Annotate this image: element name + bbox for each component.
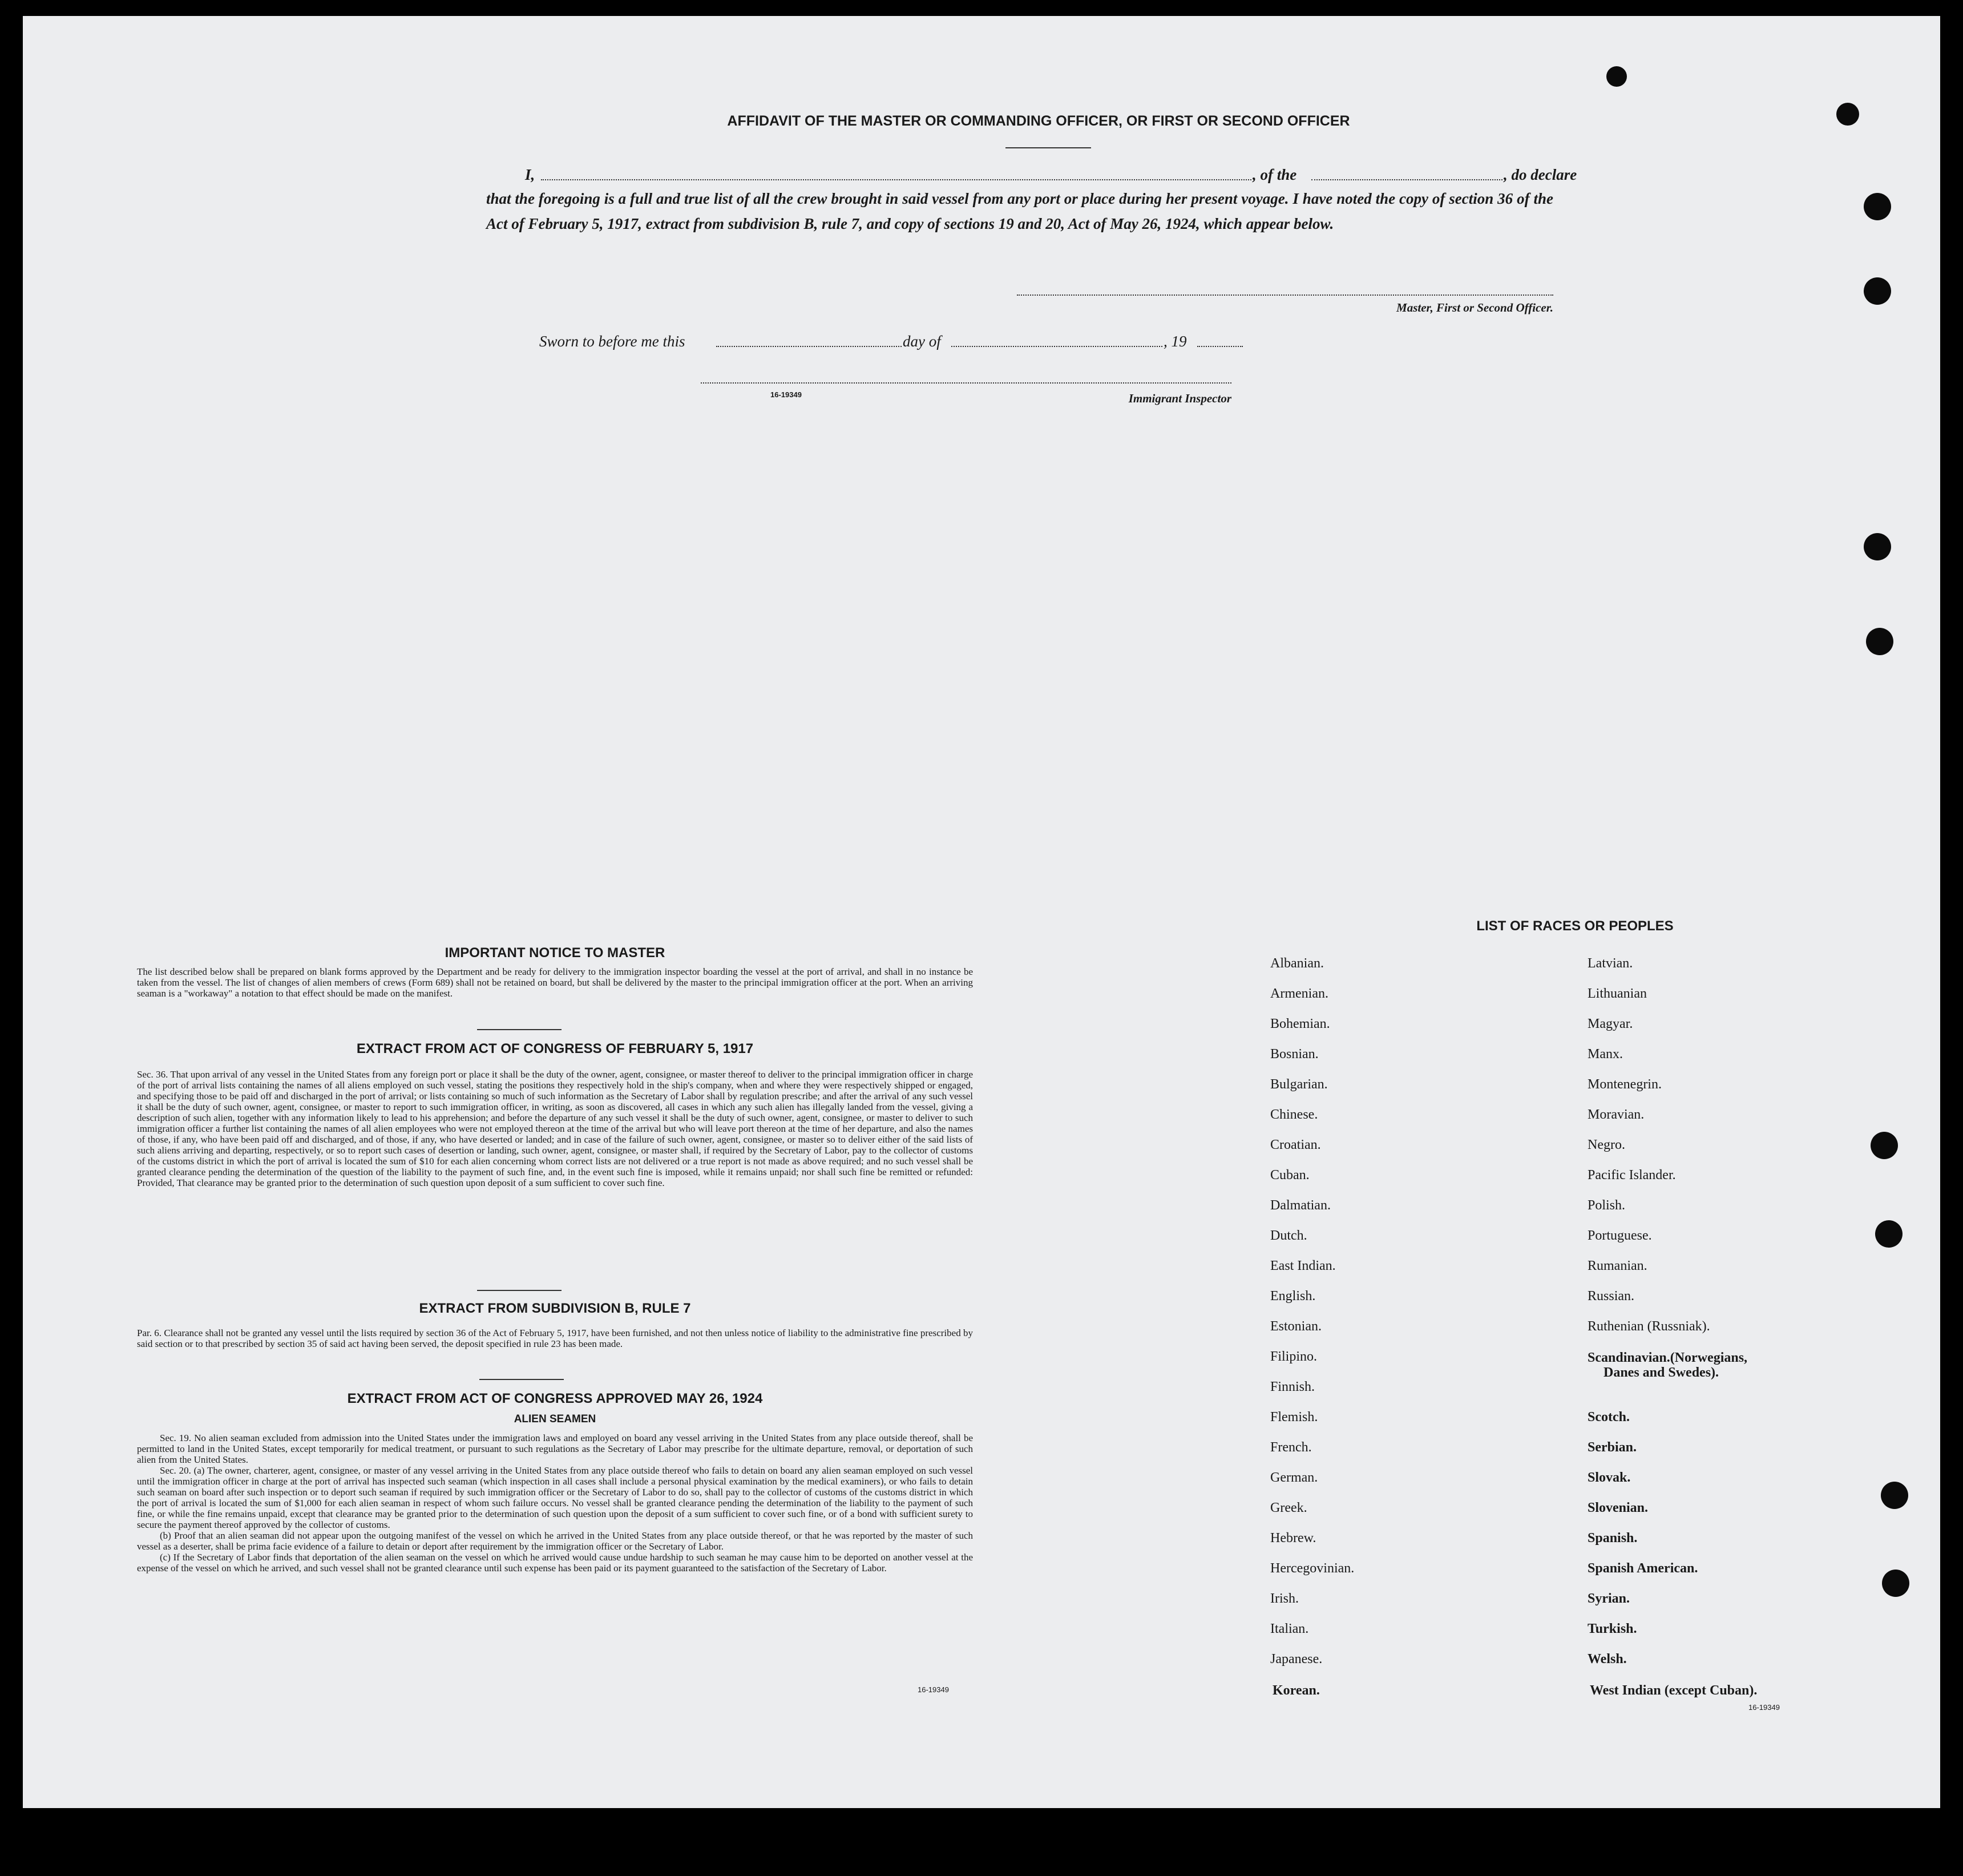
section-19-text: Sec. 19. No alien seaman excluded from admission into the United States under the immigration laws and employed on board any vessel arriving in the United States from any place outside thereof, shall be permitted to land in the United States, except temporarily for medical treatment, or pursuant to such regulations as the Secretary of Labor may prescribe for the ultimate departure, removal, or deportation of such alien from the United States. <box>137 1433 973 1465</box>
extract-form-number: 16-19349 <box>918 1685 949 1694</box>
race-item: Latvian. <box>1588 956 1633 971</box>
punch-hole-icon <box>1864 533 1891 560</box>
race-item: Estonian. <box>1270 1319 1322 1334</box>
race-item: Italian. <box>1270 1621 1309 1636</box>
section-divider <box>479 1379 564 1380</box>
notice-body: The list described below shall be prepared on blank forms approved by the Department and be ready for delivery to the immigration inspector boarding the vessel at the port of arrival, and shall in no instance be taken from the vessel. The list of changes of alien members of crews (Form 689) shall not be retained on board, but shall be delivered by the master to the principal immigration officer at the port. When an arriving seaman is a "workaway" a notation to that effect should be made on the manifest. <box>137 966 973 999</box>
race-item: German. <box>1270 1470 1318 1485</box>
race-item: Lithuanian <box>1588 986 1647 1001</box>
punch-hole-icon <box>1864 277 1891 305</box>
section-20c-text: (c) If the Secretary of Labor finds that deportation of the alien seaman on the vessel on which he arrived would cause undue hardship to such seaman he may cause him to be deported on another vessel at the expense of the vessel on which he arrived, and such vessel shall not be granted clearance until such expense has been paid or its payment guaranteed to the satisfaction of the Secretary of Labor. <box>137 1552 973 1574</box>
sworn-year-label: , 19 <box>1164 333 1187 350</box>
race-item: West Indian (except Cuban). <box>1590 1683 1758 1698</box>
inspector-signature-field[interactable] <box>701 382 1231 384</box>
race-item: Scandinavian.(Norwegians, <box>1588 1350 1748 1365</box>
vessel-name-field[interactable] <box>1311 179 1502 180</box>
affidavit-title: AFFIDAVIT OF THE MASTER OR COMMANDING OFFICER, OR FIRST OR SECOND OFFICER <box>727 113 1350 129</box>
race-item: Slovenian. <box>1588 1500 1649 1515</box>
master-signature-field[interactable] <box>1017 294 1553 296</box>
master-signature-label: Master, First or Second Officer. <box>1396 301 1553 314</box>
race-item: Polish. <box>1588 1198 1626 1213</box>
race-item: Bulgarian. <box>1270 1077 1328 1092</box>
declarant-name-field[interactable] <box>541 179 1251 180</box>
race-item: Magyar. <box>1588 1016 1633 1031</box>
race-item: Negro. <box>1588 1137 1625 1152</box>
race-item: Irish. <box>1270 1591 1299 1606</box>
race-item: Bosnian. <box>1270 1047 1319 1062</box>
inspector-label: Immigrant Inspector <box>1128 392 1231 405</box>
sworn-prefix: Sworn to before me this <box>539 333 685 350</box>
sworn-day-field[interactable] <box>716 346 902 347</box>
punch-hole-icon <box>1881 1482 1908 1509</box>
races-form-number: 16-19349 <box>1748 1703 1780 1712</box>
race-item: Filipino. <box>1270 1349 1318 1364</box>
race-item: Portuguese. <box>1588 1228 1652 1243</box>
race-item: Montenegrin. <box>1588 1077 1662 1092</box>
race-item: Hercegovinian. <box>1270 1561 1355 1576</box>
race-item: East Indian. <box>1270 1258 1336 1273</box>
punch-hole-icon <box>1871 1132 1898 1159</box>
punch-hole-icon <box>1875 1220 1903 1248</box>
sworn-day-label: day of <box>903 333 941 350</box>
race-item: Ruthenian (Russniak). <box>1588 1319 1710 1334</box>
sworn-month-field[interactable] <box>951 346 1162 347</box>
declarant-prefix: I, <box>525 166 535 183</box>
punch-hole-icon <box>1866 628 1893 655</box>
notice-title: IMPORTANT NOTICE TO MASTER <box>445 945 665 961</box>
race-item: Flemish. <box>1270 1410 1318 1425</box>
section-divider <box>477 1290 562 1291</box>
punch-hole-icon <box>1864 193 1891 220</box>
race-item: Danes and Swedes). <box>1603 1365 1719 1380</box>
section-20b-text: (b) Proof that an alien seaman did not appear upon the outgoing manifest of the vessel on which he arrived in the United States from any place outside thereof, or that he was reported by the master of such vessel as a deserter, shall be prima facie evidence of a failure to detain or deport after requirement by the immigration officer or the Secretary of Labor. <box>137 1530 973 1552</box>
form-number: 16-19349 <box>770 390 802 399</box>
race-item: Slovak. <box>1588 1470 1631 1485</box>
declaration-line <box>525 162 1592 187</box>
race-item: French. <box>1270 1440 1312 1455</box>
race-item: Syrian. <box>1588 1591 1630 1606</box>
race-item: Welsh. <box>1588 1652 1627 1667</box>
race-item: Finnish. <box>1270 1379 1315 1394</box>
punch-hole-icon <box>1606 66 1627 87</box>
section-20a-text: Sec. 20. (a) The owner, charterer, agent, consignee, or master of any vessel arriving in the United States from any place outside thereof who fails to detain on board any alien seaman employed on such vessel until the immigration officer in charge at the port of arrival has inspected such seaman (which inspection in all cases shall include a personal physical examination by the medical examiners), or who fails to detain such seaman on board after such inspection or to deport such seaman if required by such immigration officer or the Secretary of Labor to do so, shall pay to the collector of customs of the customs district in which the port of arrival is located the sum of $1,000 for each alien seaman in respect of whom such failure occurs. No vessel shall be granted clearance pending the determination of the liability to the payment of such fine, or while the fine remains unpaid, except that clearance may be granted prior to the determination of such question upon the deposit of a sum sufficient to cover such fine, or of a bond with sufficient surety to secure the payment thereof approved by the collector of customs. <box>137 1465 973 1530</box>
race-item: Cuban. <box>1270 1168 1310 1183</box>
extract-1917-body: Sec. 36. That upon arrival of any vessel in the United States from any foreign port or place it shall be the duty of the owner, agent, consignee, or master thereof to deliver to the principal immigration officer in charge of the port of arrival lists containing the names of all aliens employed on such vessel, stating the positions they respectively hold in the ship's company, when and where they were respectively shipped or engaged, and specifying those to be paid off and discharged in the port of arrival; or lists containing so much of such information as the Secretary of Labor shall by regulation prescribe; and after the arrival of any such vessel it shall be the duty of such owner, agent, consignee, or master to report to such immigration officer, in writing, as soon as discovered, all cases in which any such alien has illegally landed from the vessel, giving a description of such alien, together with any information likely to lead to his apprehension; and before the departure of any such vessel it shall be the duty of such owner, agent, consignee, or master to deliver to such immigration officer a further list containing the names of all alien employees who were not employed thereon at the time of the arrival but who will leave port thereon at the time of her departure, and also the names of those, if any, who have been paid off and discharged, and of those, if any, who have deserted or landed; and in case of the failure of such owner, agent, consignee, or master so to deliver either of the said lists of such aliens arriving and departing, respectively, or so to report such cases of desertion or landing, such owner, agent, consignee, or master shall, if required by the Secretary of Labor, pay to the collector of customs of the customs district in which the port of arrival is located the sum of $10 for each alien concerning whom correct lists are not delivered or a true report is not made as above required; and no such vessel shall be granted clearance pending the determination of the question of the liability to the payment of such fine, and, in the event such fine is imposed, while it remains unpaid; nor shall such fine be remitted or refunded: Provided, That clearance may be granted prior to the determination of such question upon deposit of a sum sufficient to cover such fine. <box>137 1069 973 1188</box>
extract-1924-title: EXTRACT FROM ACT OF CONGRESS APPROVED MAY 26, 1924 <box>347 1391 763 1406</box>
race-item: Croatian. <box>1270 1137 1321 1152</box>
race-item: Chinese. <box>1270 1107 1318 1122</box>
race-item: English. <box>1270 1289 1316 1304</box>
race-item: Hebrew. <box>1270 1531 1316 1546</box>
race-item: Spanish American. <box>1588 1561 1698 1576</box>
race-item: Armenian. <box>1270 986 1328 1001</box>
form-sheet <box>23 16 1940 1808</box>
races-title: LIST OF RACES OR PEOPLES <box>1476 918 1674 934</box>
vessel-prefix: , of the <box>1253 166 1297 183</box>
race-item: Scotch. <box>1588 1410 1630 1425</box>
declare-suffix: , do declare <box>1504 166 1577 183</box>
race-item: Japanese. <box>1270 1652 1323 1667</box>
section-divider <box>477 1029 562 1030</box>
race-item: Turkish. <box>1588 1621 1637 1636</box>
punch-hole-icon <box>1836 103 1859 126</box>
sworn-year-field[interactable] <box>1197 346 1243 347</box>
extract-1924-subtitle: ALIEN SEAMEN <box>514 1413 596 1425</box>
race-item: Manx. <box>1588 1047 1623 1062</box>
race-item: Korean. <box>1273 1683 1320 1698</box>
race-item: Serbian. <box>1588 1440 1637 1455</box>
extract-1917-title: EXTRACT FROM ACT OF CONGRESS OF FEBRUARY 5, 1917 <box>356 1041 754 1056</box>
race-item: Russian. <box>1588 1289 1635 1304</box>
race-item: Bohemian. <box>1270 1016 1330 1031</box>
race-item: Greek. <box>1270 1500 1307 1515</box>
race-item: Albanian. <box>1270 956 1324 971</box>
race-item: Dalmatian. <box>1270 1198 1331 1213</box>
title-underline <box>1005 147 1091 148</box>
punch-hole-icon <box>1882 1570 1909 1597</box>
extract-1924-body <box>137 1433 973 1574</box>
race-item: Rumanian. <box>1588 1258 1647 1273</box>
race-item: Moravian. <box>1588 1107 1645 1122</box>
declaration-body: that the foregoing is a full and true list of all the crew brought in said vessel from any port or place during her present voyage. I have noted the copy of section 36 of the Act of February 5, 1917, extract from subdivision B, rule 7, and copy of sections 19 and 20, Act of May 26, 1924, which appear below. <box>486 190 1553 232</box>
race-item: Spanish. <box>1588 1531 1638 1546</box>
rule7-title: EXTRACT FROM SUBDIVISION B, RULE 7 <box>419 1301 691 1316</box>
race-item: Pacific Islander. <box>1588 1168 1676 1183</box>
rule7-body: Par. 6. Clearance shall not be granted any vessel until the lists required by section 36 of the Act of February 5, 1917, have been furnished, and not then unless notice of liability to the administrative fine prescribed by said section or to that prescribed by section 35 of said act having been served, the deposit specified in rule 23 has been made. <box>137 1328 973 1349</box>
race-item: Dutch. <box>1270 1228 1307 1243</box>
sworn-line <box>539 329 1281 354</box>
